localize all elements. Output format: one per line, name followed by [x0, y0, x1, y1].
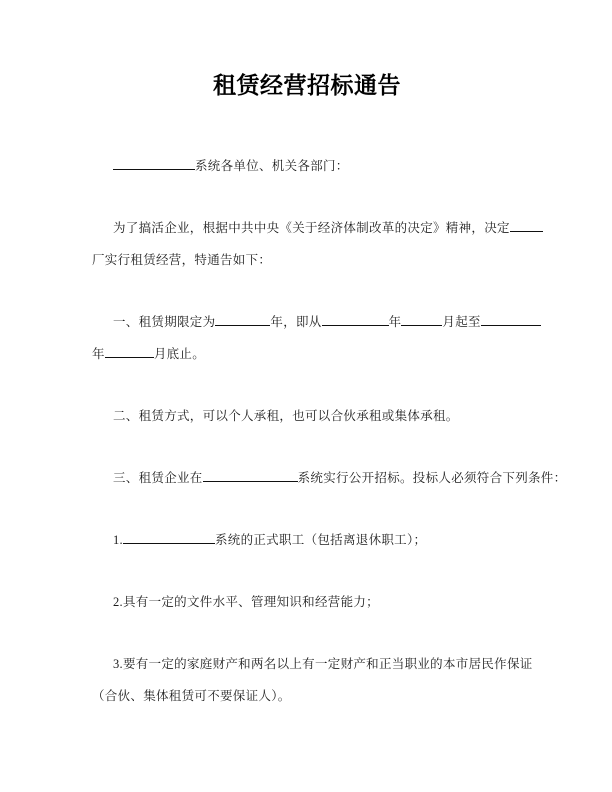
paragraph-clause-2: [92, 400, 522, 432]
text-line: [92, 244, 522, 276]
text-run: 月底止。: [153, 347, 206, 361]
text-run: 系统的正式职工（包括离退休职工）；: [214, 533, 427, 547]
paragraph-clause-3: [92, 462, 567, 494]
blank-underline: [123, 531, 215, 544]
text-line: [92, 150, 522, 182]
text-run: （合伙、集体租赁可不要保证人）。: [92, 689, 291, 703]
text-line: [92, 338, 522, 370]
text-run: 月起至: [442, 315, 481, 329]
text-run: 年，即从: [270, 315, 322, 329]
text-line: [92, 680, 522, 712]
text-line: [92, 462, 567, 494]
blank-underline: [322, 313, 389, 326]
blank-underline: [215, 313, 270, 326]
blank-underline: [113, 157, 195, 170]
text-run: 一、租赁期限定为: [113, 315, 216, 329]
text-run: 年: [388, 315, 402, 329]
paragraph-condition-2: [92, 586, 522, 618]
blank-underline: [105, 345, 154, 358]
paragraph-condition-1: [92, 524, 522, 556]
text-run: 三、租赁企业在: [113, 471, 203, 485]
text-run: 年: [92, 347, 105, 361]
text-run: 系统实行公开招标。投标人必须符合下列条件：: [297, 471, 567, 485]
document-title: 租赁经营招标通告: [213, 72, 401, 98]
blank-underline: [401, 313, 442, 326]
text-run: 3.要有一定的家庭财产和两名以上有一定财产和正当职业的本市居民作保证: [113, 657, 533, 671]
text-run: 二、租赁方式，可以个人承租，也可以合伙承租或集体承租。: [113, 409, 459, 423]
text-line: [92, 524, 522, 556]
paragraph-clause-1: [92, 306, 522, 370]
text-line: [92, 400, 522, 432]
text-line: [92, 306, 522, 338]
blank-underline: [203, 469, 298, 482]
text-line: [92, 586, 522, 618]
blank-underline: [510, 219, 543, 232]
text-run: 系统各单位、机关各部门：: [195, 159, 349, 173]
blank-underline: [481, 313, 541, 326]
paragraph-salutation: [92, 150, 522, 182]
text-line: [92, 648, 533, 680]
paragraph-condition-3: [92, 648, 533, 712]
text-run: 2.具有一定的文件水平、管理知识和经营能力；: [113, 595, 379, 609]
text-line: [92, 212, 522, 244]
text-run: 厂实行租赁经营，特通告如下：: [92, 253, 272, 267]
text-run: 为了搞活企业，根据中共中央《关于经济体制改革的决定》精神，决定: [113, 221, 510, 235]
text-run: 1.: [113, 533, 123, 547]
paragraph-preamble: [92, 212, 522, 276]
document-body: [92, 150, 567, 712]
